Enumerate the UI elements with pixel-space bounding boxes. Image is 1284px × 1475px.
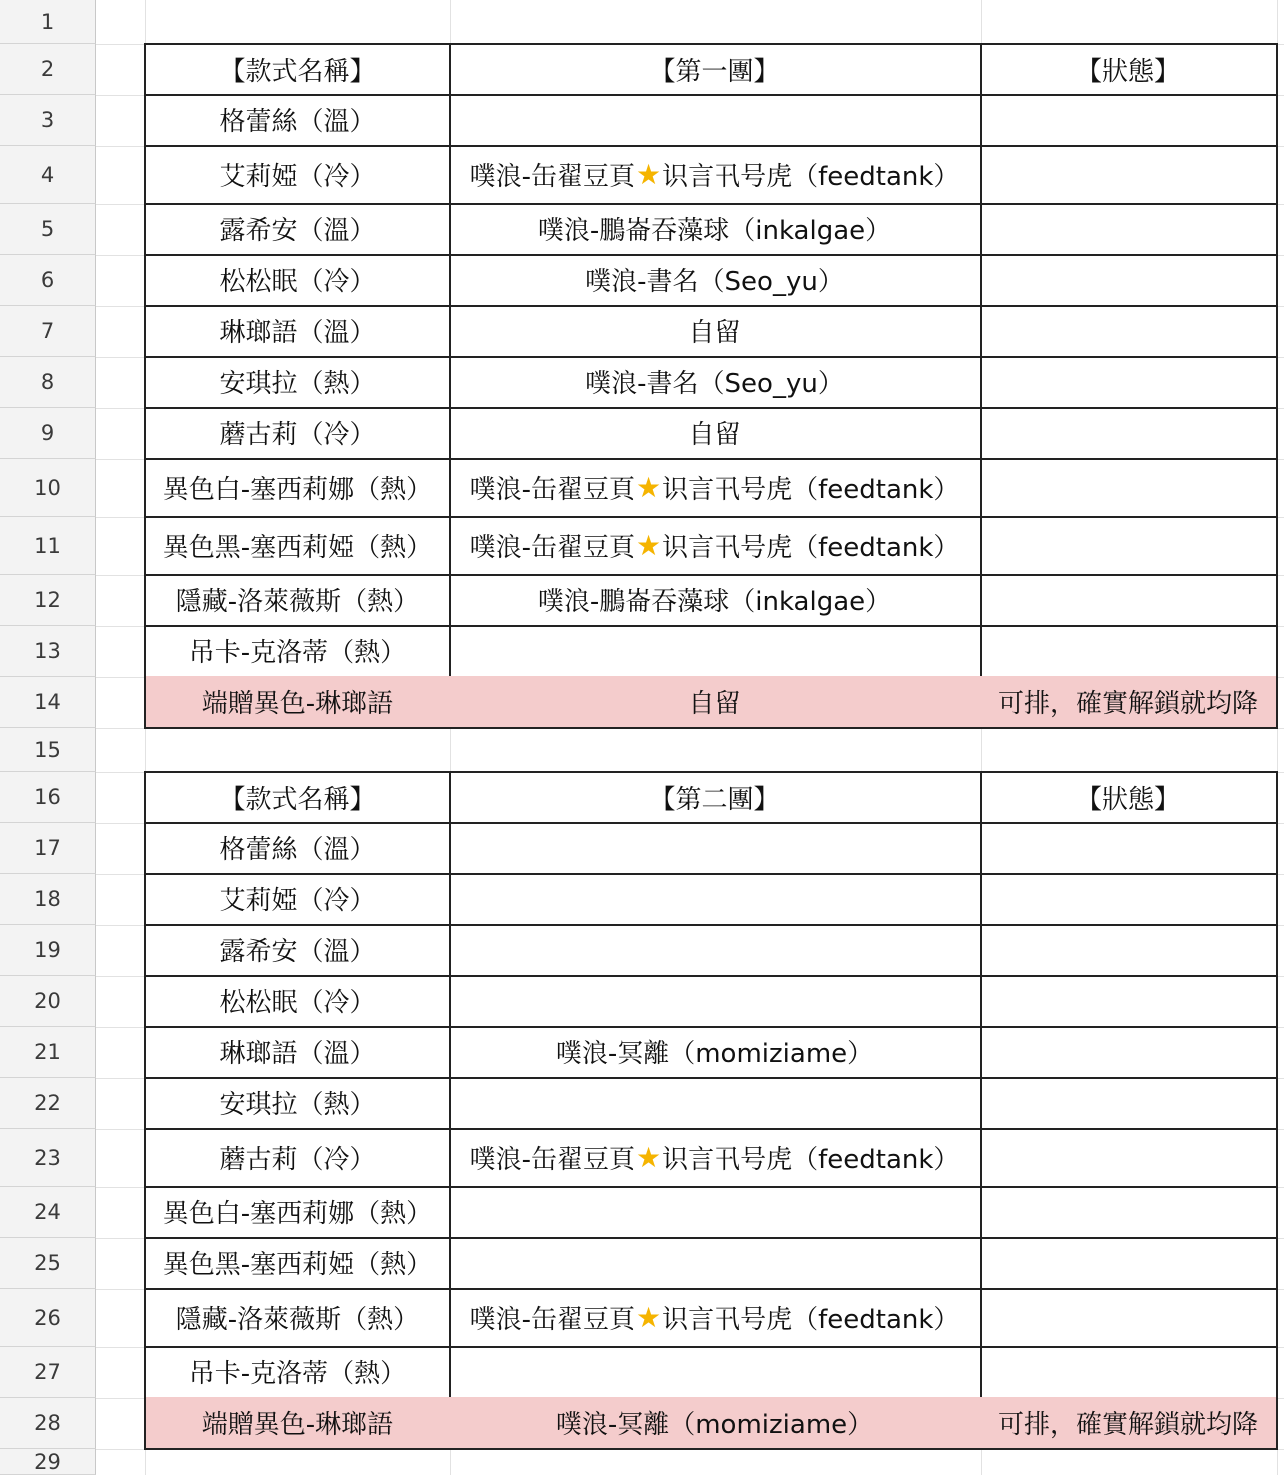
cell-group[interactable] xyxy=(449,1077,982,1130)
row-number-26[interactable]: 26 xyxy=(0,1289,96,1347)
row-number-20[interactable]: 20 xyxy=(0,976,96,1027)
row-number-1[interactable]: 1 xyxy=(0,0,96,44)
cell-status[interactable] xyxy=(980,407,1278,460)
cell-style-name[interactable]: 琳瑯語（溫） xyxy=(144,1026,451,1079)
header-group[interactable]: 【第一團】 xyxy=(449,43,982,96)
cell-group[interactable] xyxy=(449,1237,982,1290)
cell-group[interactable]: 自留 xyxy=(449,305,982,358)
cell-style-name[interactable]: 端贈異色-琳瑯語 xyxy=(144,676,451,729)
cell-status[interactable] xyxy=(980,1237,1278,1290)
cell-group[interactable]: 噗浪-缶翟豆頁 ★ 识言卂号虎（feedtank） xyxy=(449,458,982,518)
cell-style-name[interactable]: 端贈異色-琳瑯語 xyxy=(144,1397,451,1450)
row-number-11[interactable]: 11 xyxy=(0,517,96,575)
header-style-name[interactable]: 【款式名稱】 xyxy=(144,43,451,96)
cell-style-name[interactable]: 安琪拉（熱） xyxy=(144,356,451,409)
cell-status[interactable] xyxy=(980,516,1278,576)
cell-style-name[interactable]: 隱藏-洛萊薇斯（熱） xyxy=(144,1288,451,1348)
header-status[interactable]: 【狀態】 xyxy=(980,43,1278,96)
cell-style-name[interactable]: 吊卡-克洛蒂（熱） xyxy=(144,1346,451,1399)
row-number-27[interactable]: 27 xyxy=(0,1347,96,1398)
cell-status[interactable] xyxy=(980,1026,1278,1079)
row-number-6[interactable]: 6 xyxy=(0,255,96,306)
cell-style-name[interactable]: 吊卡-克洛蒂（熱） xyxy=(144,625,451,678)
cell-status[interactable] xyxy=(980,458,1278,518)
star-icon: ★ xyxy=(635,470,662,504)
cell-style-name[interactable]: 格蕾絲（溫） xyxy=(144,94,451,147)
cell-style-name[interactable]: 隱藏-洛萊薇斯（熱） xyxy=(144,574,451,627)
header-status[interactable]: 【狀態】 xyxy=(980,771,1278,824)
row-number-25[interactable]: 25 xyxy=(0,1238,96,1289)
cell-status[interactable] xyxy=(980,924,1278,977)
row-number-7[interactable]: 7 xyxy=(0,306,96,357)
cell-group[interactable]: 噗浪-缶翟豆頁 ★ 识言卂号虎（feedtank） xyxy=(449,1128,982,1188)
cell-status[interactable] xyxy=(980,305,1278,358)
header-group[interactable]: 【第二團】 xyxy=(449,771,982,824)
star-icon: ★ xyxy=(635,528,662,562)
cell-status[interactable] xyxy=(980,975,1278,1028)
cell-group[interactable]: 噗浪-缶翟豆頁 ★ 识言卂号虎（feedtank） xyxy=(449,1288,982,1348)
row-number-18[interactable]: 18 xyxy=(0,874,96,925)
row-number-10[interactable]: 10 xyxy=(0,459,96,517)
row-number-19[interactable]: 19 xyxy=(0,925,96,976)
cell-group[interactable]: 自留 xyxy=(449,407,982,460)
cell-status[interactable] xyxy=(980,356,1278,409)
row-number-15[interactable]: 15 xyxy=(0,728,96,772)
cell-group[interactable]: 噗浪-書名（Seo_yu） xyxy=(449,356,982,409)
cell-style-name[interactable]: 異色白-塞西莉娜（熱） xyxy=(144,458,451,518)
cell-style-name[interactable]: 安琪拉（熱） xyxy=(144,1077,451,1130)
cell-status[interactable] xyxy=(980,1346,1278,1399)
cell-status[interactable] xyxy=(980,1186,1278,1239)
cell-group[interactable] xyxy=(449,975,982,1028)
row-number-14[interactable]: 14 xyxy=(0,677,96,728)
cell-style-name[interactable]: 露希安（溫） xyxy=(144,203,451,256)
cell-status[interactable] xyxy=(980,94,1278,147)
cell-status[interactable]: 可排，確實解鎖就均降 xyxy=(980,1397,1278,1450)
star-icon: ★ xyxy=(635,1300,662,1334)
cell-status[interactable] xyxy=(980,873,1278,926)
cell-group[interactable]: 噗浪-缶翟豆頁 ★ 识言卂号虎（feedtank） xyxy=(449,145,982,205)
row-number-16[interactable]: 16 xyxy=(0,772,96,823)
cell-status[interactable] xyxy=(980,254,1278,307)
cell-group[interactable]: 噗浪-缶翟豆頁 ★ 识言卂号虎（feedtank） xyxy=(449,516,982,576)
cell-group[interactable] xyxy=(449,625,982,678)
cell-style-name[interactable]: 艾莉婭（冷） xyxy=(144,145,451,205)
cell-group[interactable] xyxy=(449,94,982,147)
cell-style-name[interactable]: 異色黑-塞西莉婭（熱） xyxy=(144,516,451,576)
cell-style-name[interactable]: 松松眠（冷） xyxy=(144,975,451,1028)
cell-status[interactable] xyxy=(980,1288,1278,1348)
cell-group[interactable]: 噗浪-冥離（momiziame） xyxy=(449,1397,982,1450)
row-number-8[interactable]: 8 xyxy=(0,357,96,408)
row-number-13[interactable]: 13 xyxy=(0,626,96,677)
cell-status[interactable]: 可排，確實解鎖就均降 xyxy=(980,676,1278,729)
row-number-21[interactable]: 21 xyxy=(0,1027,96,1078)
cell-style-name[interactable]: 異色白-塞西莉娜（熱） xyxy=(144,1186,451,1239)
cell-status[interactable] xyxy=(980,822,1278,875)
row-number-5[interactable]: 5 xyxy=(0,204,96,255)
row-number-9[interactable]: 9 xyxy=(0,408,96,459)
cell-style-name[interactable]: 琳瑯語（溫） xyxy=(144,305,451,358)
row-number-29[interactable]: 29 xyxy=(0,1449,96,1475)
row-number-4[interactable]: 4 xyxy=(0,146,96,204)
cell-group[interactable]: 噗浪-鵬崙吞藻球（inkalgae） xyxy=(449,203,982,256)
cell-style-name[interactable]: 異色黑-塞西莉婭（熱） xyxy=(144,1237,451,1290)
cell-group[interactable] xyxy=(449,924,982,977)
cell-status[interactable] xyxy=(980,203,1278,256)
cell-status[interactable] xyxy=(980,145,1278,205)
cell-group[interactable]: 自留 xyxy=(449,676,982,729)
cell-group[interactable]: 噗浪-書名（Seo_yu） xyxy=(449,254,982,307)
cell-status[interactable] xyxy=(980,1128,1278,1188)
cell-status[interactable] xyxy=(980,574,1278,627)
row-number-2[interactable]: 2 xyxy=(0,44,96,95)
row-number-23[interactable]: 23 xyxy=(0,1129,96,1187)
cell-group[interactable]: 噗浪-冥離（momiziame） xyxy=(449,1026,982,1079)
header-style-name[interactable]: 【款式名稱】 xyxy=(144,771,451,824)
cell-style-name[interactable]: 蘑古莉（冷） xyxy=(144,1128,451,1188)
row-number-12[interactable]: 12 xyxy=(0,575,96,626)
row-number-24[interactable]: 24 xyxy=(0,1187,96,1238)
star-icon: ★ xyxy=(635,157,662,191)
cell-status[interactable] xyxy=(980,625,1278,678)
cell-group[interactable] xyxy=(449,873,982,926)
cell-style-name[interactable]: 露希安（溫） xyxy=(144,924,451,977)
row-number-22[interactable]: 22 xyxy=(0,1078,96,1129)
cell-group[interactable] xyxy=(449,1346,982,1399)
cell-style-name[interactable]: 艾莉婭（冷） xyxy=(144,873,451,926)
cell-style-name[interactable]: 格蕾絲（溫） xyxy=(144,822,451,875)
cell-style-name[interactable]: 蘑古莉（冷） xyxy=(144,407,451,460)
cell-group[interactable] xyxy=(449,822,982,875)
cell-style-name[interactable]: 松松眠（冷） xyxy=(144,254,451,307)
star-icon: ★ xyxy=(635,1140,662,1174)
cell-group[interactable]: 噗浪-鵬崙吞藻球（inkalgae） xyxy=(449,574,982,627)
cell-status[interactable] xyxy=(980,1077,1278,1130)
row-number-17[interactable]: 17 xyxy=(0,823,96,874)
cell-group[interactable] xyxy=(449,1186,982,1239)
row-number-28[interactable]: 28 xyxy=(0,1398,96,1449)
row-number-3[interactable]: 3 xyxy=(0,95,96,146)
